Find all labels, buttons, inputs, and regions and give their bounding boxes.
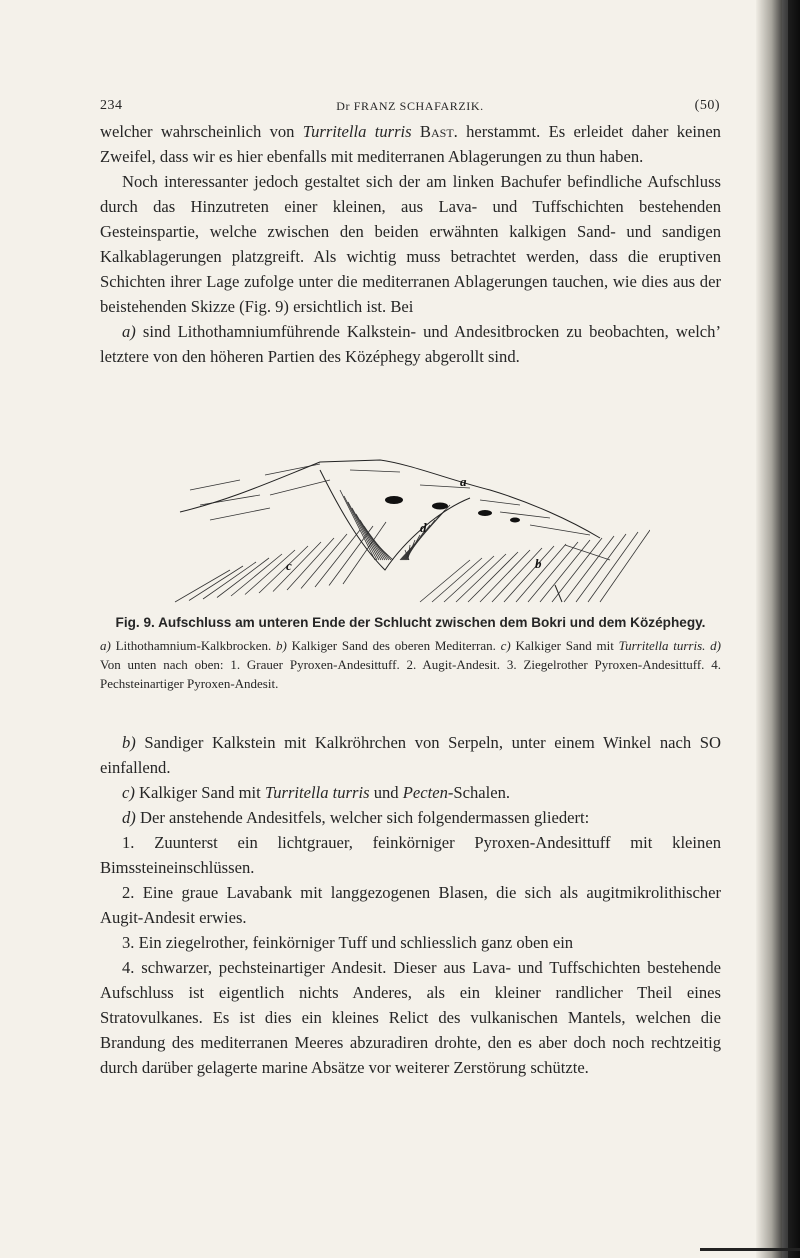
hatch-stroke (270, 480, 330, 495)
figure-label-d: d (420, 520, 427, 535)
text-run: -Schalen. (447, 783, 511, 802)
legend-text: Lithothamnium-Kalkbrocken. (110, 638, 276, 653)
figure-label-a: a (460, 474, 467, 489)
hatch-stroke (210, 508, 270, 520)
legend-label: a) (100, 638, 111, 653)
hatch-stroke (588, 532, 638, 602)
hatch-stroke (203, 562, 256, 599)
figure-caption (100, 614, 721, 693)
layer-a-strokes (190, 464, 610, 560)
item-label: b) (122, 733, 136, 752)
figure-label-c: c (286, 558, 292, 573)
hatch-stroke (190, 480, 240, 490)
geological-sketch-figure (170, 450, 650, 610)
genus-name: Pecten (402, 783, 448, 802)
hatch-stroke (500, 512, 550, 518)
hatch-stroke (364, 526, 387, 560)
paragraph (100, 780, 721, 805)
item-label: a) (122, 322, 136, 341)
legend-text: Von unten nach oben: 1. Grauer Pyroxen-Andesittuff. 2. Augit-Andesit. 3. Ziegelrother Pyroxen-Andesittuff. 4. Pechsteinartiger Pyroxen-Andesit. (100, 657, 721, 691)
hatch-stroke (301, 534, 347, 589)
legend-label: c) (500, 638, 511, 653)
running-head-author: Dr FRANZ SCHAFARZIK. (336, 99, 484, 113)
text-run: und (369, 783, 403, 802)
text-run: Sandiger Kalkstein mit Kalkröhrchen von Serpeln, unter einem Winkel nach SO einfallend. (100, 733, 721, 777)
hatch-stroke (189, 566, 243, 601)
text-run: Der anstehende Andesitfels, welcher sich folgendermassen gliedert: (135, 808, 590, 827)
hatch-stroke (340, 490, 375, 560)
text-run: herstammt. Es erleidet daher keinen Zweifel, dass wir es hier ebenfalls mit mediterranen Ablagerungen zu thun haben. (100, 122, 721, 166)
item-label: c) (122, 783, 135, 802)
hatch-stroke (565, 545, 610, 560)
hatch-stroke (200, 495, 260, 505)
caption-title: Fig. 9. Aufschluss am unteren Ende der Schlucht zwischen dem Bokri und dem Középhegy. (115, 615, 706, 630)
item-label: d) (122, 808, 136, 827)
paragraph: 2. Eine graue Lavabank mit langgezogenen Blasen, die sich als augitmikrolithischer Augit-Andesit erwies. (100, 883, 721, 927)
paragraph (100, 730, 721, 780)
hatch-stroke (343, 522, 386, 584)
hatch-stroke (329, 526, 373, 586)
caption-legend (100, 636, 721, 693)
running-header (100, 98, 720, 118)
hatch-stroke (315, 530, 360, 587)
figure-label-b: b (535, 556, 542, 571)
text-run (412, 122, 420, 141)
paragraph (100, 119, 721, 169)
paragraph: Noch interessanter jedoch gestaltet sich der am linken Bachufer befindliche Aufschluss durch das Hinzutreten einer kleinen, aus Lava- und Tuffschichten bestehenden Gesteinspartie, welche zwischen den beiden erwähnten kalkigen Sand- und sandigen Kalkablagerungen platzgreift. Als wichtig muss betrachtet werden, dass die eruptiven Schichten ihrer Lage zufolge unter die mediterranen Ablagerungen tauchen, wie dies aus der beistehenden Skizze (Fig. 9) ersichtlich ist. Bei (100, 172, 721, 316)
hatch-stroke (600, 530, 650, 602)
paragraph (100, 805, 721, 830)
paragraph: 4. schwarzer, pechsteinartiger Andesit. Dieser aus Lava- und Tuffschichten bestehende Aufschluss ist eigentlich nichts Anderes, als ein kleiner randlicher Theil eines Stratovulkanes. Es ist dies ein kleines Relict des vulkanischen Mantels, welchen die Brandung des mediterranen Meeres abzuradiren drohte, den es aber doch noch rechtzeitig durch darüber gelagerte marine Absätze vor weiterer Zerstörung schützte. (100, 958, 721, 1077)
species-name: Turritella turris. (618, 638, 706, 653)
body-text-bottom (100, 730, 721, 1080)
paragraph (100, 319, 721, 369)
hatch-stroke (576, 534, 626, 602)
hatch-stroke (348, 502, 379, 560)
hatch-stroke (350, 470, 400, 472)
body-text-top (100, 119, 721, 369)
legend-label: b) (275, 638, 287, 653)
text-run: Kalkiger Sand mit (134, 783, 265, 802)
bottom-rule (700, 1248, 800, 1251)
author-abbrev: Bast. (419, 122, 458, 141)
text-run: welcher wahrscheinlich von (100, 122, 303, 141)
page-edge-shadow (756, 0, 800, 1258)
legend-text: Kalkiger Sand des oberen Mediterran. (286, 638, 501, 653)
hatch-stroke (287, 538, 334, 590)
paragraph: 3. Ein ziegelrother, feinkörniger Tuff und schliesslich ganz oben ein (122, 933, 574, 952)
hatch-stroke (480, 500, 520, 505)
page-number: 234 (100, 98, 123, 113)
page-edge-line (782, 0, 788, 1258)
section-number: (50) (694, 98, 720, 113)
hatch-stroke (344, 496, 377, 560)
legend-label: d) (705, 638, 721, 653)
paragraph: 1. Zuunterst ein lichtgrauer, feinkörniger Pyroxen-Andesittuff mit kleinen Bimssteineinschlüssen. (100, 833, 721, 877)
legend-text: Kalkiger Sand mit (510, 638, 619, 653)
hatch-stroke (530, 525, 590, 535)
text-run: sind Lithothamniumführende Kalkstein- und Andesitbrocken zu beobachten, welch’ letztere von den höheren Partien des Középhegy abgerollt sind. (100, 322, 721, 366)
hatch-stroke (259, 546, 308, 593)
species-name: Turritella turris (302, 122, 412, 141)
layer-c-hatching (175, 522, 386, 602)
species-name: Turritella turris (264, 783, 370, 802)
hatch-stroke (273, 542, 321, 592)
